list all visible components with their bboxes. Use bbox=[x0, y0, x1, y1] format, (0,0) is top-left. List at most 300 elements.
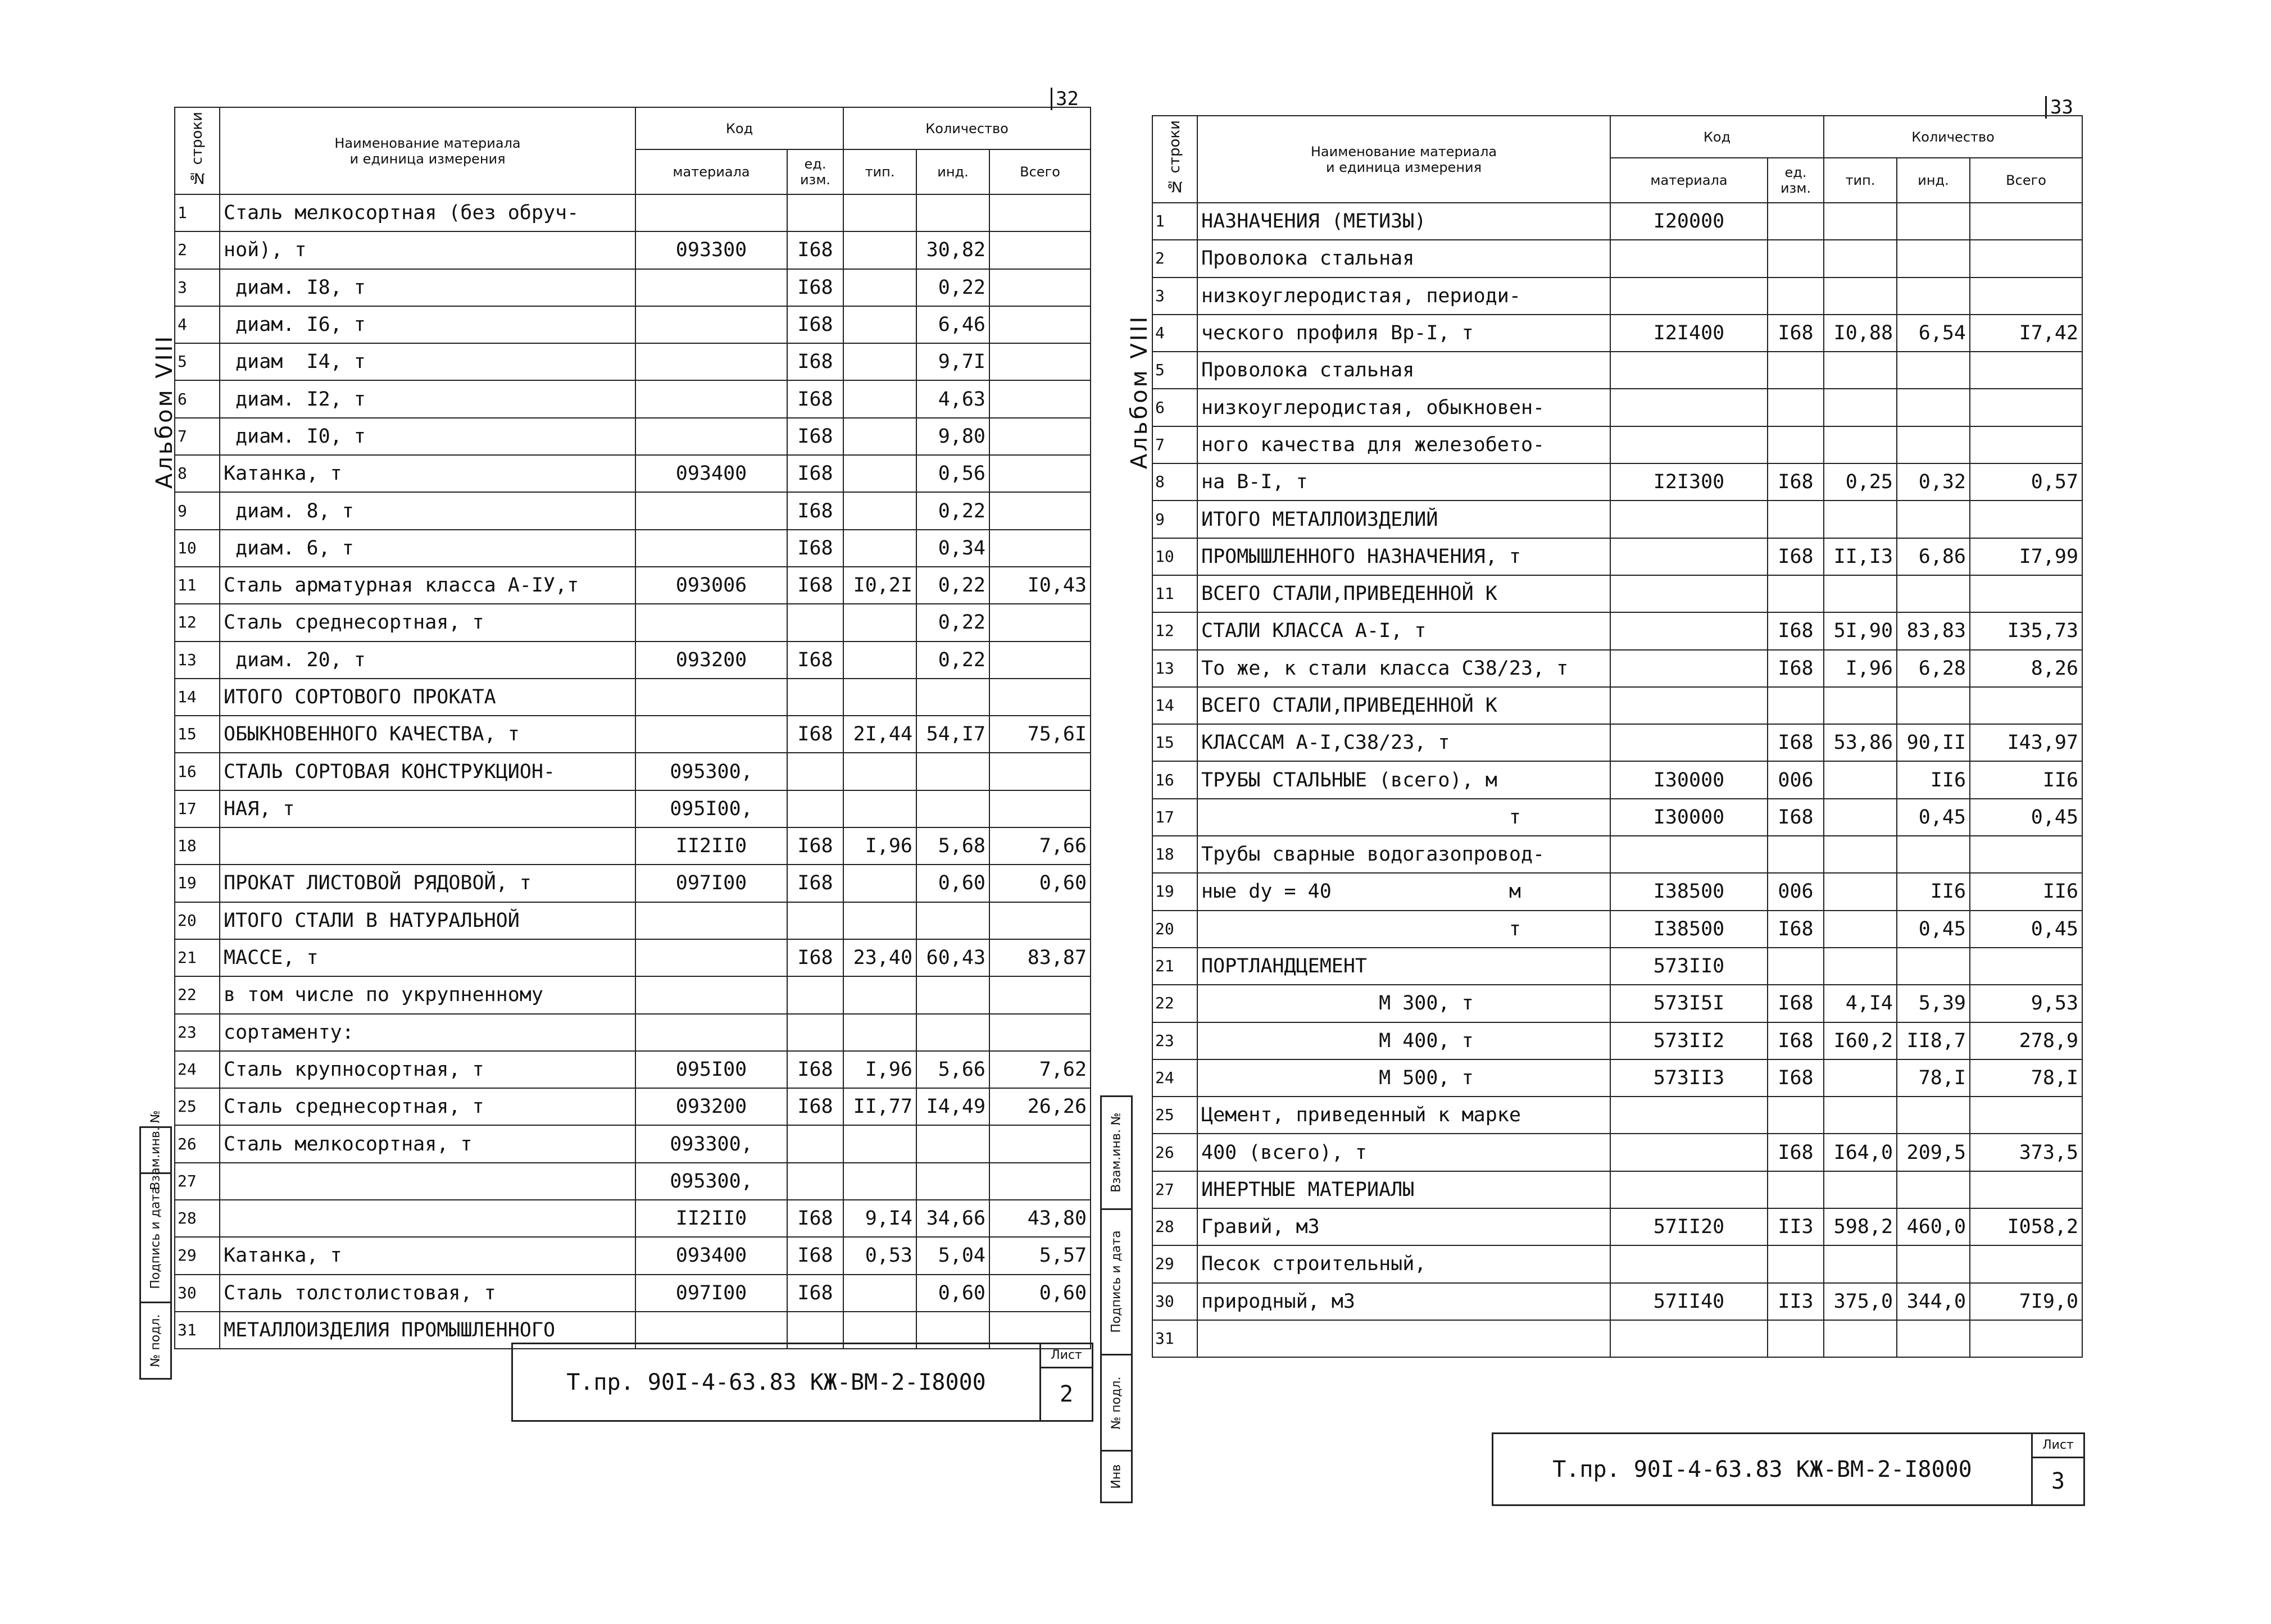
table-row bbox=[1152, 1283, 2082, 1320]
material-code bbox=[635, 679, 787, 716]
side-cell-vzam: Взам.инв. № bbox=[141, 1128, 170, 1174]
sheet-box bbox=[2033, 1434, 2083, 1504]
table-row bbox=[175, 716, 1091, 753]
material-code: 097I00 bbox=[635, 865, 787, 902]
material-code bbox=[635, 939, 787, 976]
table-row bbox=[1152, 1022, 2082, 1059]
row-number: 29 bbox=[1152, 1245, 1197, 1282]
row-number: 27 bbox=[1152, 1171, 1197, 1208]
table-row bbox=[1152, 1097, 2082, 1134]
side-cell-vzam: Взам.инв. № bbox=[1102, 1097, 1131, 1210]
row-number: 27 bbox=[175, 1163, 220, 1200]
sheet-box bbox=[1041, 1344, 1092, 1420]
row-number: 16 bbox=[1152, 761, 1197, 798]
material-name: Проволока стальная bbox=[1197, 352, 1610, 389]
material-code: 093400 bbox=[635, 455, 787, 492]
qty-ind: 0,34 bbox=[916, 530, 989, 567]
row-number: 1 bbox=[1152, 203, 1197, 240]
qty-ind: 34,66 bbox=[916, 1200, 989, 1237]
qty-ind bbox=[916, 753, 989, 790]
material-name: НАЯ, т bbox=[220, 790, 635, 827]
qty-typ bbox=[843, 380, 916, 417]
side-cell-podl: № подл. bbox=[1102, 1355, 1131, 1452]
qty-total bbox=[989, 902, 1091, 939]
header-total: Всего bbox=[1970, 158, 2082, 203]
qty-total bbox=[1970, 389, 2082, 426]
material-name: ПРОМЫШЛЕННОГО НАЗНАЧЕНИЯ, т bbox=[1197, 538, 1610, 575]
table-row bbox=[175, 939, 1091, 976]
qty-total: 75,6I bbox=[989, 716, 1091, 753]
table-row bbox=[1152, 1171, 2082, 1208]
qty-typ bbox=[843, 418, 916, 455]
table-row bbox=[175, 1237, 1091, 1274]
material-code: 573I5I bbox=[1610, 985, 1768, 1022]
qty-typ bbox=[1824, 278, 1897, 315]
table-row bbox=[1152, 650, 2082, 687]
side-cell-podpis: Подпись и дата bbox=[1102, 1210, 1131, 1356]
qty-ind bbox=[1897, 352, 1970, 389]
qty-total: II6 bbox=[1970, 873, 2082, 910]
qty-typ bbox=[843, 194, 916, 231]
material-code: 095I00 bbox=[635, 1051, 787, 1088]
qty-total bbox=[1970, 240, 2082, 277]
row-number: 21 bbox=[175, 939, 220, 976]
table-row bbox=[175, 1014, 1091, 1051]
qty-total: 78,I bbox=[1970, 1059, 2082, 1097]
qty-total: I7,99 bbox=[1970, 538, 2082, 575]
material-code bbox=[635, 976, 787, 1013]
row-number: 19 bbox=[175, 865, 220, 902]
material-name: ИНЕРТНЫЕ МАТЕРИАЛЫ bbox=[1197, 1171, 1610, 1208]
unit-code bbox=[787, 753, 843, 790]
material-name: ВСЕГО СТАЛИ,ПРИВЕДЕННОЙ К bbox=[1197, 575, 1610, 612]
qty-typ bbox=[1824, 1059, 1897, 1097]
material-code bbox=[1610, 612, 1768, 649]
unit-code: I68 bbox=[787, 306, 843, 343]
table-row bbox=[175, 455, 1091, 492]
qty-typ bbox=[843, 976, 916, 1013]
qty-typ: 0,25 bbox=[1824, 463, 1897, 501]
row-number: 11 bbox=[1152, 575, 1197, 612]
table-row bbox=[1152, 836, 2082, 873]
unit-code bbox=[1768, 687, 1824, 724]
material-code bbox=[635, 418, 787, 455]
side-stamp bbox=[139, 1110, 172, 1380]
qty-ind: 54,I7 bbox=[916, 716, 989, 753]
table-row bbox=[175, 865, 1091, 902]
qty-total bbox=[989, 194, 1091, 231]
unit-code bbox=[787, 194, 843, 231]
header-row-no: № строки bbox=[175, 107, 220, 194]
material-code bbox=[635, 902, 787, 939]
table-row bbox=[1152, 724, 2082, 761]
page-number: 32 bbox=[1051, 88, 1079, 110]
material-name: М 400, т bbox=[1197, 1022, 1610, 1059]
table-row bbox=[175, 827, 1091, 865]
table-row bbox=[175, 604, 1091, 641]
qty-typ: 375,0 bbox=[1824, 1283, 1897, 1320]
qty-ind bbox=[1897, 1245, 1970, 1282]
material-code: 095I00, bbox=[635, 790, 787, 827]
table-row bbox=[1152, 575, 2082, 612]
sheet-label: Лист bbox=[2033, 1434, 2083, 1458]
material-code: 093200 bbox=[635, 1088, 787, 1125]
qty-ind bbox=[1897, 426, 1970, 463]
material-name: диам. 6, т bbox=[220, 530, 635, 567]
qty-typ bbox=[1824, 501, 1897, 538]
page-number: 33 bbox=[2045, 96, 2073, 119]
material-name: МАССЕ, т bbox=[220, 939, 635, 976]
material-name: ПРОКАТ ЛИСТОВОЙ РЯДОВОЙ, т bbox=[220, 865, 635, 902]
row-number: 26 bbox=[1152, 1134, 1197, 1171]
unit-code bbox=[787, 790, 843, 827]
unit-code: I68 bbox=[1768, 724, 1824, 761]
header-quantity: Количество bbox=[843, 107, 1091, 149]
table-row bbox=[1152, 1208, 2082, 1245]
material-code bbox=[635, 604, 787, 641]
table-row bbox=[175, 1051, 1091, 1088]
table-row bbox=[175, 753, 1091, 790]
material-name: диам. I6, т bbox=[220, 306, 635, 343]
row-number: 2 bbox=[1152, 240, 1197, 277]
material-name: Гравий, м3 bbox=[1197, 1208, 1610, 1245]
material-code: II2II0 bbox=[635, 827, 787, 865]
qty-ind: 0,22 bbox=[916, 567, 989, 604]
qty-total: I0,43 bbox=[989, 567, 1091, 604]
row-number: 22 bbox=[175, 976, 220, 1013]
qty-typ bbox=[1824, 1245, 1897, 1282]
material-name: М 300, т bbox=[1197, 985, 1610, 1022]
qty-ind bbox=[916, 679, 989, 716]
header-code: Код bbox=[1610, 116, 1824, 158]
material-code bbox=[1610, 278, 1768, 315]
qty-typ bbox=[1824, 873, 1897, 910]
row-number: 22 bbox=[1152, 985, 1197, 1022]
qty-total bbox=[989, 306, 1091, 343]
row-number: 3 bbox=[175, 269, 220, 306]
sheet-page-3 bbox=[1109, 96, 2082, 1503]
material-name bbox=[220, 827, 635, 865]
material-name: ПОРТЛАНДЦЕМЕНТ bbox=[1197, 948, 1610, 985]
unit-code bbox=[1768, 575, 1824, 612]
qty-typ: 9,I4 bbox=[843, 1200, 916, 1237]
qty-total: 0,60 bbox=[989, 1275, 1091, 1312]
material-name: т bbox=[1197, 911, 1610, 948]
qty-ind: 6,86 bbox=[1897, 538, 1970, 575]
qty-total bbox=[989, 1125, 1091, 1162]
material-name: ИТОГО СОРТОВОГО ПРОКАТА bbox=[220, 679, 635, 716]
qty-total: I7,42 bbox=[1970, 315, 2082, 352]
material-code: I30000 bbox=[1610, 799, 1768, 836]
qty-ind: 0,22 bbox=[916, 492, 989, 529]
unit-code bbox=[1768, 426, 1824, 463]
row-number: 9 bbox=[175, 492, 220, 529]
material-code bbox=[635, 343, 787, 380]
material-code: 57II40 bbox=[1610, 1283, 1768, 1320]
unit-code: I68 bbox=[787, 418, 843, 455]
table-body bbox=[175, 194, 1091, 1349]
unit-code: I68 bbox=[787, 343, 843, 380]
material-name: ИТОГО МЕТАЛЛОИЗДЕЛИЙ bbox=[1197, 501, 1610, 538]
qty-typ bbox=[843, 753, 916, 790]
qty-typ: I,96 bbox=[1824, 650, 1897, 687]
qty-typ: I,96 bbox=[843, 1051, 916, 1088]
qty-ind: 5,66 bbox=[916, 1051, 989, 1088]
row-number: 11 bbox=[175, 567, 220, 604]
row-number: 30 bbox=[175, 1275, 220, 1312]
qty-typ bbox=[843, 642, 916, 679]
row-number: 6 bbox=[1152, 389, 1197, 426]
qty-typ bbox=[843, 343, 916, 380]
material-code bbox=[1610, 426, 1768, 463]
table-body bbox=[1152, 203, 2082, 1357]
qty-ind bbox=[1897, 1171, 1970, 1208]
table-row bbox=[1152, 948, 2082, 985]
row-number: 7 bbox=[1152, 426, 1197, 463]
material-code bbox=[1610, 687, 1768, 724]
row-number: 20 bbox=[175, 902, 220, 939]
material-name: СТАЛЬ СОРТОВАЯ КОНСТРУКЦИОН- bbox=[220, 753, 635, 790]
qty-ind bbox=[916, 976, 989, 1013]
qty-ind bbox=[1897, 575, 1970, 612]
row-number: 17 bbox=[175, 790, 220, 827]
row-number: 10 bbox=[1152, 538, 1197, 575]
material-name: Катанка, т bbox=[220, 1237, 635, 1274]
row-number: 2 bbox=[175, 231, 220, 269]
row-number: 8 bbox=[175, 455, 220, 492]
qty-ind: 0,45 bbox=[1897, 911, 1970, 948]
qty-ind: 9,80 bbox=[916, 418, 989, 455]
material-code bbox=[1610, 836, 1768, 873]
unit-code: I68 bbox=[787, 455, 843, 492]
row-number: 8 bbox=[1152, 463, 1197, 501]
qty-total: I35,73 bbox=[1970, 612, 2082, 649]
side-cell-inv: Инв bbox=[1109, 1464, 1124, 1489]
qty-total: 7,66 bbox=[989, 827, 1091, 865]
qty-total: 278,9 bbox=[1970, 1022, 2082, 1059]
unit-code bbox=[787, 1163, 843, 1200]
qty-typ: 5I,90 bbox=[1824, 612, 1897, 649]
qty-total bbox=[1970, 501, 2082, 538]
unit-code: I68 bbox=[787, 380, 843, 417]
qty-ind bbox=[1897, 240, 1970, 277]
qty-total: 0,45 bbox=[1970, 911, 2082, 948]
material-name: НАЗНАЧЕНИЯ (МЕТИЗЫ) bbox=[1197, 203, 1610, 240]
qty-typ bbox=[1824, 352, 1897, 389]
material-name: ВСЕГО СТАЛИ,ПРИВЕДЕННОЙ К bbox=[1197, 687, 1610, 724]
qty-total: II6 bbox=[1970, 761, 2082, 798]
qty-total bbox=[1970, 426, 2082, 463]
qty-typ: I64,0 bbox=[1824, 1134, 1897, 1171]
material-code: I2I300 bbox=[1610, 463, 1768, 501]
unit-code: I68 bbox=[1768, 315, 1824, 352]
material-code bbox=[1610, 538, 1768, 575]
unit-code: I68 bbox=[1768, 1059, 1824, 1097]
qty-typ bbox=[1824, 761, 1897, 798]
qty-typ: II,I3 bbox=[1824, 538, 1897, 575]
material-code: 095300, bbox=[635, 753, 787, 790]
row-number: 18 bbox=[1152, 836, 1197, 873]
title-block bbox=[1492, 1432, 2085, 1506]
row-number: 31 bbox=[175, 1312, 220, 1349]
qty-ind: 460,0 bbox=[1897, 1208, 1970, 1245]
qty-typ bbox=[1824, 836, 1897, 873]
unit-code bbox=[1768, 836, 1824, 873]
material-code bbox=[635, 530, 787, 567]
material-name: в том числе по укрупненному bbox=[220, 976, 635, 1013]
header-material: материала bbox=[1610, 158, 1768, 203]
qty-ind bbox=[1897, 501, 1970, 538]
material-name: Сталь среднесортная, т bbox=[220, 604, 635, 641]
material-code: 095300, bbox=[635, 1163, 787, 1200]
material-name: 400 (всего), т bbox=[1197, 1134, 1610, 1171]
table-row bbox=[175, 1200, 1091, 1237]
row-number: 15 bbox=[175, 716, 220, 753]
qty-ind: 0,22 bbox=[916, 269, 989, 306]
material-code bbox=[1610, 575, 1768, 612]
unit-code: I68 bbox=[787, 827, 843, 865]
qty-typ: I0,88 bbox=[1824, 315, 1897, 352]
material-name: СТАЛИ КЛАССА А-I, т bbox=[1197, 612, 1610, 649]
qty-total: 7,62 bbox=[989, 1051, 1091, 1088]
qty-total: 7I9,0 bbox=[1970, 1283, 2082, 1320]
row-number: 13 bbox=[1152, 650, 1197, 687]
table-row bbox=[1152, 315, 2082, 352]
title-block bbox=[511, 1343, 1093, 1422]
row-number: 24 bbox=[175, 1051, 220, 1088]
material-name: диам I4, т bbox=[220, 343, 635, 380]
qty-total: 43,80 bbox=[989, 1200, 1091, 1237]
album-label: Альбом VIII bbox=[1127, 314, 1152, 469]
qty-typ bbox=[1824, 911, 1897, 948]
unit-code: I68 bbox=[787, 716, 843, 753]
table-row bbox=[1152, 1059, 2082, 1097]
table-row bbox=[175, 380, 1091, 417]
qty-typ bbox=[1824, 426, 1897, 463]
qty-typ: 4,I4 bbox=[1824, 985, 1897, 1022]
qty-total: 0,57 bbox=[1970, 463, 2082, 501]
material-code bbox=[635, 492, 787, 529]
qty-typ: 23,40 bbox=[843, 939, 916, 976]
material-name: Песок строительный, bbox=[1197, 1245, 1610, 1282]
material-code: 093006 bbox=[635, 567, 787, 604]
material-code: I38500 bbox=[1610, 873, 1768, 910]
material-code bbox=[635, 380, 787, 417]
material-name: М 500, т bbox=[1197, 1059, 1610, 1097]
row-number: 5 bbox=[175, 343, 220, 380]
unit-code: I68 bbox=[787, 567, 843, 604]
unit-code bbox=[1768, 1097, 1824, 1134]
table-row bbox=[1152, 389, 2082, 426]
qty-typ: 598,2 bbox=[1824, 1208, 1897, 1245]
qty-total bbox=[1970, 836, 2082, 873]
qty-ind: 0,60 bbox=[916, 865, 989, 902]
row-number: 3 bbox=[1152, 278, 1197, 315]
unit-code bbox=[787, 679, 843, 716]
material-name: Катанка, т bbox=[220, 455, 635, 492]
qty-typ: 2I,44 bbox=[843, 716, 916, 753]
material-code bbox=[635, 306, 787, 343]
qty-ind: 4,63 bbox=[916, 380, 989, 417]
table-row bbox=[1152, 1134, 2082, 1171]
qty-total bbox=[1970, 948, 2082, 985]
material-name bbox=[220, 1163, 635, 1200]
table-row bbox=[1152, 873, 2082, 910]
header-typ: тип. bbox=[1824, 158, 1897, 203]
qty-typ: II,77 bbox=[843, 1088, 916, 1125]
qty-total: 373,5 bbox=[1970, 1134, 2082, 1171]
qty-ind: 6,28 bbox=[1897, 650, 1970, 687]
header-code: Код bbox=[635, 107, 843, 149]
qty-ind: 78,I bbox=[1897, 1059, 1970, 1097]
qty-total: 0,60 bbox=[989, 865, 1091, 902]
material-name: ной), т bbox=[220, 231, 635, 269]
qty-typ bbox=[1824, 203, 1897, 240]
unit-code bbox=[787, 902, 843, 939]
sheet-number: 2 bbox=[1059, 1381, 1074, 1407]
header-row-no: № строки bbox=[1152, 116, 1197, 203]
qty-typ: I,96 bbox=[843, 827, 916, 865]
qty-ind bbox=[916, 194, 989, 231]
row-number: 5 bbox=[1152, 352, 1197, 389]
unit-code: I68 bbox=[1768, 538, 1824, 575]
header-unit: ед. изм. bbox=[1768, 158, 1824, 203]
qty-ind: II8,7 bbox=[1897, 1022, 1970, 1059]
qty-total bbox=[989, 679, 1091, 716]
header-material: материала bbox=[635, 149, 787, 194]
row-number: 13 bbox=[175, 642, 220, 679]
header-total: Всего bbox=[989, 149, 1091, 194]
qty-typ bbox=[1824, 575, 1897, 612]
qty-typ bbox=[1824, 799, 1897, 836]
qty-ind: I4,49 bbox=[916, 1088, 989, 1125]
material-code bbox=[1610, 1097, 1768, 1134]
qty-total bbox=[989, 269, 1091, 306]
row-number: 25 bbox=[175, 1088, 220, 1125]
material-name: КЛАССАМ А-I,С38/23, т bbox=[1197, 724, 1610, 761]
qty-typ bbox=[843, 231, 916, 269]
qty-total bbox=[1970, 1171, 2082, 1208]
header-typ: тип. bbox=[843, 149, 916, 194]
qty-total bbox=[1970, 352, 2082, 389]
table-row bbox=[1152, 426, 2082, 463]
qty-ind bbox=[1897, 948, 1970, 985]
spec-table bbox=[1152, 115, 2083, 1358]
qty-ind: 6,54 bbox=[1897, 315, 1970, 352]
qty-total: I43,97 bbox=[1970, 724, 2082, 761]
table-row bbox=[175, 231, 1091, 269]
unit-code bbox=[787, 976, 843, 1013]
material-name bbox=[1197, 1320, 1610, 1357]
qty-total: I058,2 bbox=[1970, 1208, 2082, 1245]
row-number: 18 bbox=[175, 827, 220, 865]
qty-ind: 5,68 bbox=[916, 827, 989, 865]
material-code: I38500 bbox=[1610, 911, 1768, 948]
table-row bbox=[175, 269, 1091, 306]
table-row bbox=[1152, 463, 2082, 501]
material-code bbox=[1610, 650, 1768, 687]
material-code bbox=[1610, 389, 1768, 426]
material-code: 097I00 bbox=[635, 1275, 787, 1312]
qty-ind bbox=[916, 1125, 989, 1162]
qty-total bbox=[989, 642, 1091, 679]
qty-typ bbox=[843, 902, 916, 939]
row-number: 1 bbox=[175, 194, 220, 231]
material-name: диам. I8, т bbox=[220, 269, 635, 306]
qty-ind bbox=[916, 902, 989, 939]
header-name: Наименование материала и единица измерения bbox=[220, 107, 635, 194]
qty-total bbox=[989, 1163, 1091, 1200]
